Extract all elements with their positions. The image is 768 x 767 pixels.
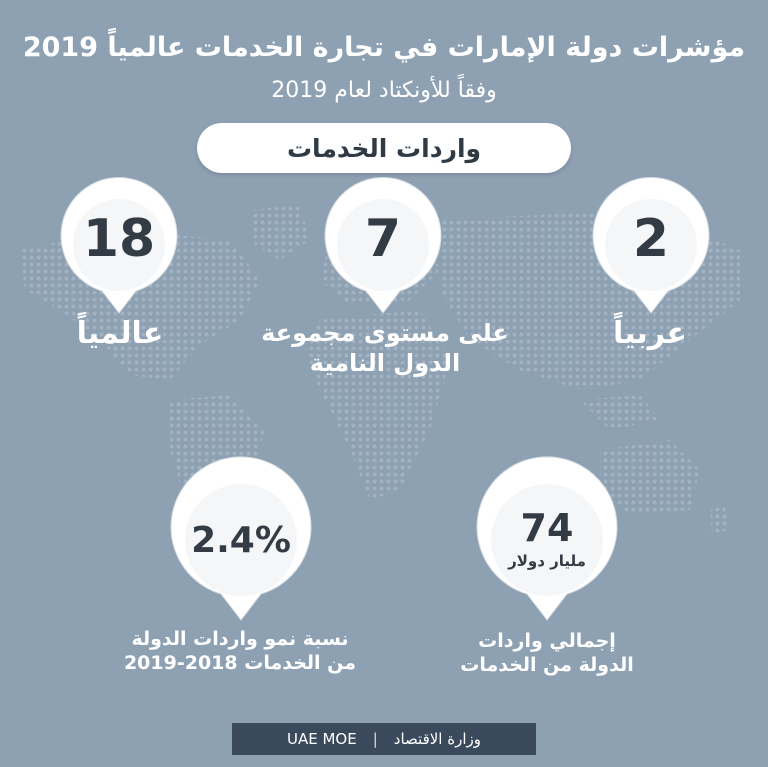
stat-label	[430, 630, 664, 678]
footer-brand-ar: وزارة الاقتصاد	[393, 730, 481, 748]
stat-label-line: الدولة من الخدمات	[460, 653, 634, 676]
stat-label: عالمياً	[76, 316, 164, 351]
infographic-subtitle: وفقاً للأونكتاد لعام 2019	[271, 78, 497, 103]
stat-pin-total	[476, 470, 618, 622]
stat-value: 2	[632, 209, 670, 269]
section-title: واردات الخدمات	[286, 133, 482, 163]
stat-label: عربياً	[613, 316, 687, 351]
section-pill	[197, 123, 571, 173]
stat-value: 74	[520, 506, 574, 550]
stat-label-line: من الخدمات 2018-2019	[123, 651, 357, 674]
stat-pin-developing	[324, 187, 442, 315]
stat-unit: مليار دولار	[508, 552, 586, 570]
stat-label-line: الدول النامية	[309, 349, 461, 377]
stat-label-line: نسبة نمو واردات الدولة	[131, 628, 349, 650]
stat-pin-global	[60, 187, 178, 315]
stat-value: 18	[82, 209, 156, 269]
stat-label	[110, 628, 370, 676]
infographic-title: مؤشرات دولة الإمارات في تجارة الخدمات عالمياً 2019	[22, 32, 746, 63]
stat-label	[230, 318, 540, 378]
stat-label-line: إجمالي واردات	[478, 630, 616, 652]
stat-value: 7	[364, 209, 402, 269]
stat-pin-growth	[170, 470, 312, 622]
stat-pin-arab	[592, 187, 710, 315]
stat-label-line: على مستوى مجموعة	[261, 319, 509, 347]
footer-brand-en: UAE MOE	[287, 730, 357, 748]
stat-value: 2.4%	[191, 520, 291, 561]
footer-bar	[232, 723, 536, 755]
footer-separator: |	[372, 730, 378, 748]
